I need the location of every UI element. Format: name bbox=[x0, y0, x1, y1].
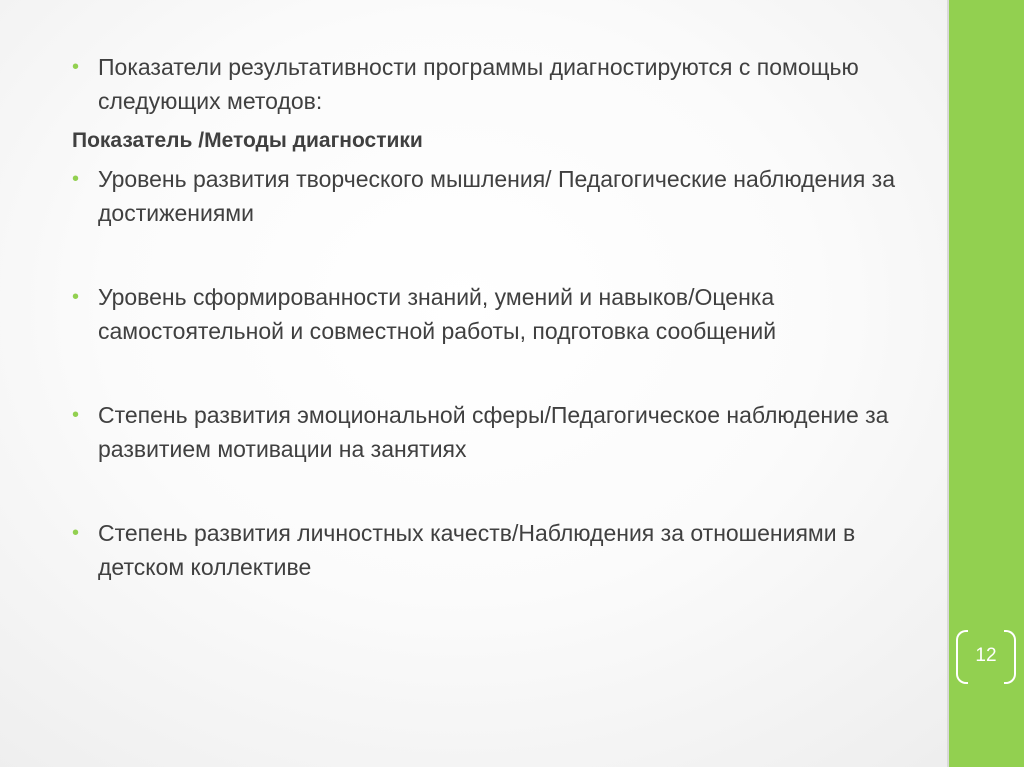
bullet-icon: • bbox=[72, 404, 80, 426]
bullet-item bbox=[72, 162, 932, 230]
section-heading: Показатель /Методы диагностики bbox=[72, 129, 423, 152]
bullet-text: Уровень развития творческого мышления/ Педагогические наблюдения за достижениями bbox=[98, 166, 896, 226]
bullet-text: Степень развития личностных качеств/Наблюдения за отношениями в детском коллективе bbox=[98, 520, 856, 580]
bullet-icon: • bbox=[72, 522, 80, 544]
bullet-icon: • bbox=[72, 56, 80, 78]
page-number-badge bbox=[956, 630, 1016, 682]
page-number: 12 bbox=[975, 645, 997, 666]
slide-content bbox=[72, 50, 932, 584]
bullet-item-intro bbox=[72, 50, 932, 118]
bullet-icon: • bbox=[72, 286, 80, 308]
bullet-item bbox=[72, 280, 932, 348]
intro-text: Показатели результативности программы диагностируются с помощью следующих методов: bbox=[98, 54, 859, 114]
bullet-icon: • bbox=[72, 168, 80, 190]
bullet-item bbox=[72, 398, 932, 466]
bullet-text: Степень развития эмоциональной сферы/Педагогическое наблюдение за развитием мотивации на занятиях bbox=[98, 402, 889, 462]
bullet-text: Уровень сформированности знаний, умений и навыков/Оценка самостоятельной и совместной работы, подготовка сообщений bbox=[98, 284, 777, 344]
bullet-item bbox=[72, 516, 932, 584]
